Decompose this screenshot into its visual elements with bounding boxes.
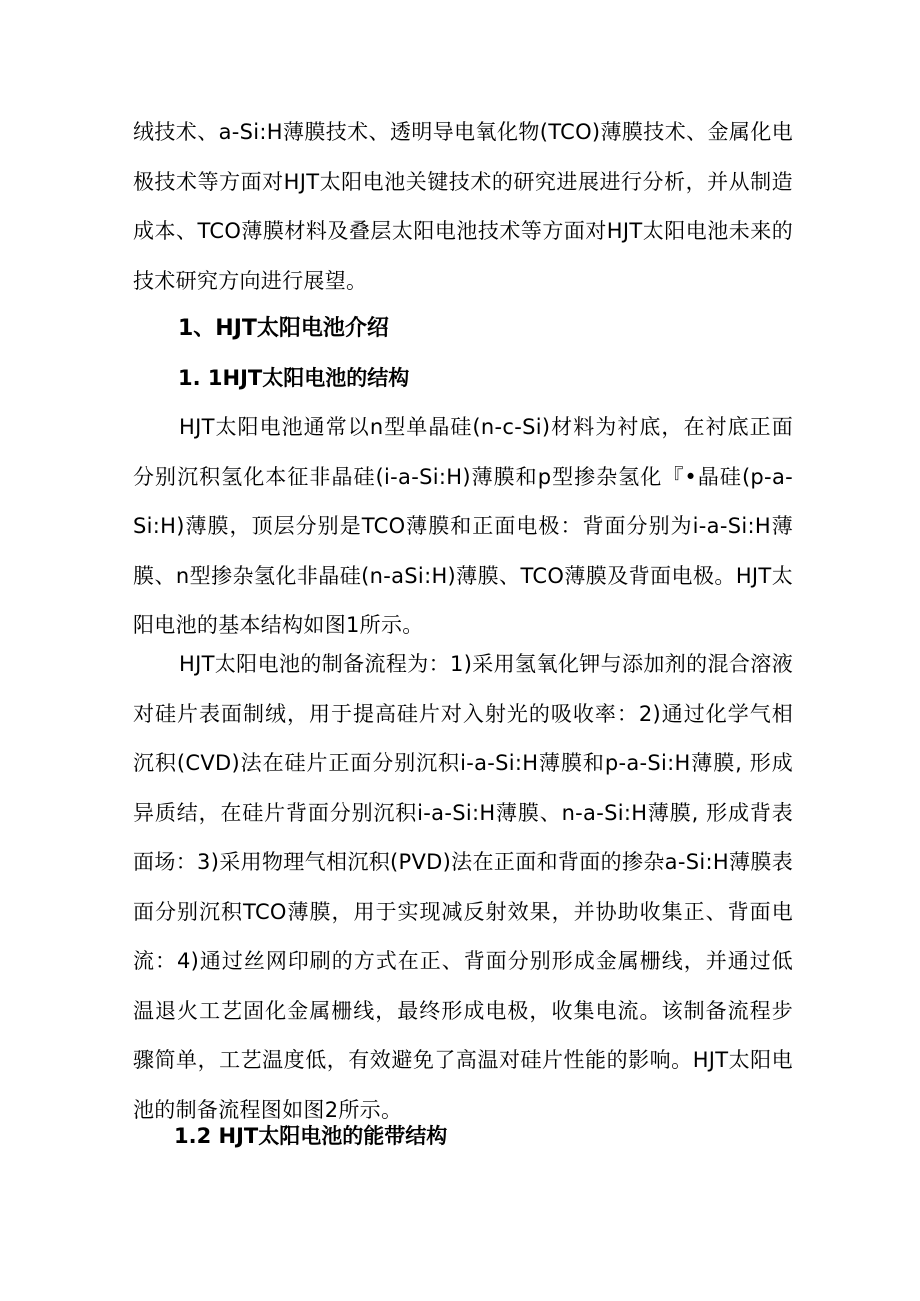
section-1-1-heading: 1. 1HJT太阳电池的结构 (178, 366, 410, 390)
process-paragraph: HJT太阳电池的制备流程为：1)采用氢氧化钾与添加剂的混合溶液对硅片表面制绒，用于提高硅片对入射光的吸收率：2)通过化学气相沉积(CVD)法在硅片正面分别沉积i-a-Si:H薄膜和p-a-Si:H薄膜, 形成异质结，在硅片背面分别沉积i-a-Si:H薄膜、n-a-Si:H薄膜, 形成背表面场：3)采用物理气相沉积(PVD)法在正面和背面的掺杂a-Si:H薄膜表面分别沉积TCO薄膜，用于实现减反射效果，并协助收集正、背面电流：4)通过丝网印刷的方式在正、背面分别形成金属栅线，并通过低温退火工艺固化金属栅线，最终形成电极，收集电流。该制备流程步骤简单，工艺温度低，有效避免了高温对硅片性能的影响。HJT太阳电池的制备流程图如图2所示。 (133, 652, 793, 1122)
structure-paragraph: HJT太阳电池通常以n型单晶硅(n-c-Si)材料为衬底，在衬底正面分别沉积氢化本征非晶硅(i-a-Si:H)薄膜和p型掺杂氢化『•晶硅(p-a-Si:H)薄膜，顶层分别是TCO薄膜和正面电极：背面分别为i-a-Si:H薄膜、n型掺杂氢化非晶硅(n-aSi:H)薄膜、TCO薄膜及背面电极。HJT太阳电池的基本结构如图1所示。 (133, 415, 793, 637)
section-1-2-heading: 1.2 HJT太阳电池的能带结构 (174, 1124, 448, 1148)
intro-paragraph: 绒技术、a-Si:H薄膜技术、透明导电氧化物(TCO)薄膜技术、金属化电极技术等方面对HJT太阳电池关键技术的研究进展进行分析，并从制造成本、TCO薄膜材料及叠层太阳电池技术等方面对HJT太阳电池未来的技术研究方向进行展望。 (133, 120, 793, 293)
section-1-heading: 1、HJT太阳电池介绍 (178, 316, 389, 341)
